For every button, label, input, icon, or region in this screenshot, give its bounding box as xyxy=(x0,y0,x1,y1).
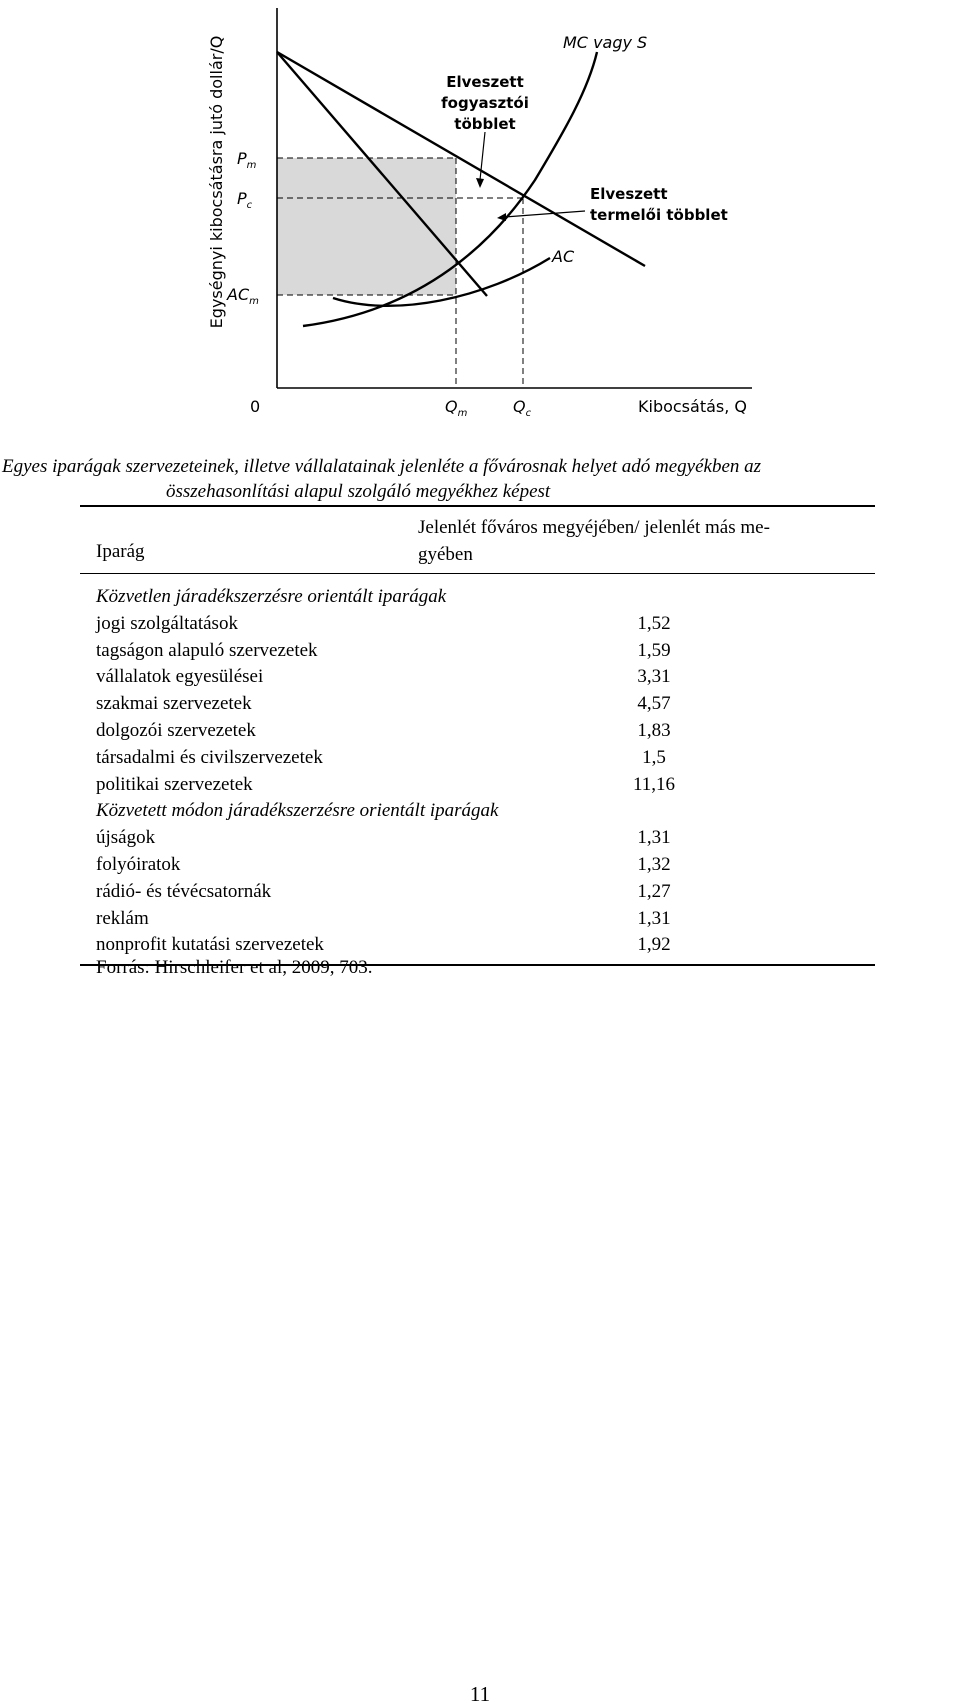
row-name: reklám xyxy=(96,907,149,929)
header-industry: Iparág xyxy=(96,541,145,562)
row-name: vállalatok egyesülései xyxy=(96,666,264,688)
table-row xyxy=(80,932,875,959)
origin-label: 0 xyxy=(250,397,261,416)
consumer-surplus-line-2: fogyasztói xyxy=(441,94,529,112)
row-value: 1,59 xyxy=(637,639,671,661)
x-axis-label: Kibocsátás, Q xyxy=(638,397,747,416)
consumer-surplus-line-1: Elveszett xyxy=(446,73,524,91)
qc-tick-label: $Q_c$ xyxy=(513,397,532,419)
table-body xyxy=(80,574,875,964)
caption-line-1: Egyes iparágak szervezeteinek, illetve vállalatainak jelenléte a fővárosnak helyet adó megyékben az xyxy=(2,456,762,477)
ac-curve-label: AC xyxy=(552,247,575,266)
table-row xyxy=(80,691,875,718)
row-value: 1,31 xyxy=(637,827,671,849)
table-row-section xyxy=(80,798,875,825)
table-row xyxy=(80,852,875,879)
table-row xyxy=(80,745,875,772)
row-name: újságok xyxy=(96,827,156,849)
row-name: politikai szervezetek xyxy=(96,773,253,795)
table-row xyxy=(80,638,875,665)
table-row xyxy=(80,879,875,906)
table-header xyxy=(80,507,875,573)
table-row-section xyxy=(80,584,875,611)
producer-surplus-arrowhead xyxy=(497,213,506,221)
row-name: nonprofit kutatási szervezetek xyxy=(96,934,324,956)
shaded-surplus-area xyxy=(277,158,456,295)
mc-curve-label: MC vagy S xyxy=(563,33,648,52)
row-value: 11,16 xyxy=(632,773,676,795)
row-name: rádió- és tévécsatornák xyxy=(96,880,272,902)
table-caption xyxy=(0,454,960,504)
row-value: 1,83 xyxy=(637,719,671,741)
row-name: szakmai szervezetek xyxy=(96,693,252,715)
row-value: 4,57 xyxy=(637,693,671,715)
table-row xyxy=(80,611,875,638)
table-row xyxy=(80,772,875,799)
header-presence-line-2: gyében xyxy=(418,544,473,565)
row-name: tagságon alapuló szervezetek xyxy=(96,639,318,661)
pm-tick-label: $P_m$ xyxy=(237,149,257,171)
consumer-surplus-line-3: többlet xyxy=(454,115,516,133)
row-name: Közvetlen járadékszerzésre orientált iparágak xyxy=(96,586,447,607)
producer-surplus-line-1: Elveszett xyxy=(590,185,668,203)
row-value: 1,92 xyxy=(637,934,671,956)
acm-tick-label: $AC_m$ xyxy=(227,285,259,307)
producer-surplus-arrow xyxy=(505,211,585,217)
consumer-surplus-arrowhead xyxy=(476,178,484,188)
row-name: dolgozói szervezetek xyxy=(96,719,256,741)
row-name: folyóiratok xyxy=(96,853,181,875)
row-value: 1,5 xyxy=(642,746,666,768)
row-value: 1,32 xyxy=(637,853,671,875)
pc-tick-label: $P_c$ xyxy=(237,189,253,211)
row-value: 1,31 xyxy=(637,907,671,929)
table-row xyxy=(80,906,875,933)
row-name: Közvetett módon járadékszerzésre orientált iparágak xyxy=(96,800,499,822)
y-axis-label: Egységnyi kibocsátásra jutó dollár/Q xyxy=(207,35,226,329)
row-name: jogi szolgáltatások xyxy=(96,612,238,634)
producer-surplus-line-2: termelői többlet xyxy=(590,206,728,224)
qm-tick-label: $Q_m$ xyxy=(445,397,468,419)
header-presence xyxy=(418,514,858,568)
row-value: 1,27 xyxy=(637,880,671,902)
table-source: Forrás: Hirschleifer et al, 2009, 703. xyxy=(96,957,373,978)
table-row xyxy=(80,825,875,852)
row-value: 3,31 xyxy=(637,666,671,688)
monopoly-cost-figure xyxy=(195,0,765,425)
table-row xyxy=(80,664,875,691)
caption-line-2: összehasonlítási alapul szolgáló megyékhez képest xyxy=(166,481,551,502)
header-presence-line-1: Jelenlét főváros megyéjében/ jelenlét más me- xyxy=(418,517,770,538)
page-number: 11 xyxy=(469,1682,491,1706)
industry-presence-table xyxy=(80,505,875,966)
row-value: 1,52 xyxy=(637,612,671,634)
row-name: társadalmi és civilszervezetek xyxy=(96,746,323,768)
monopoly-diagram xyxy=(195,0,765,425)
table-row xyxy=(80,718,875,745)
